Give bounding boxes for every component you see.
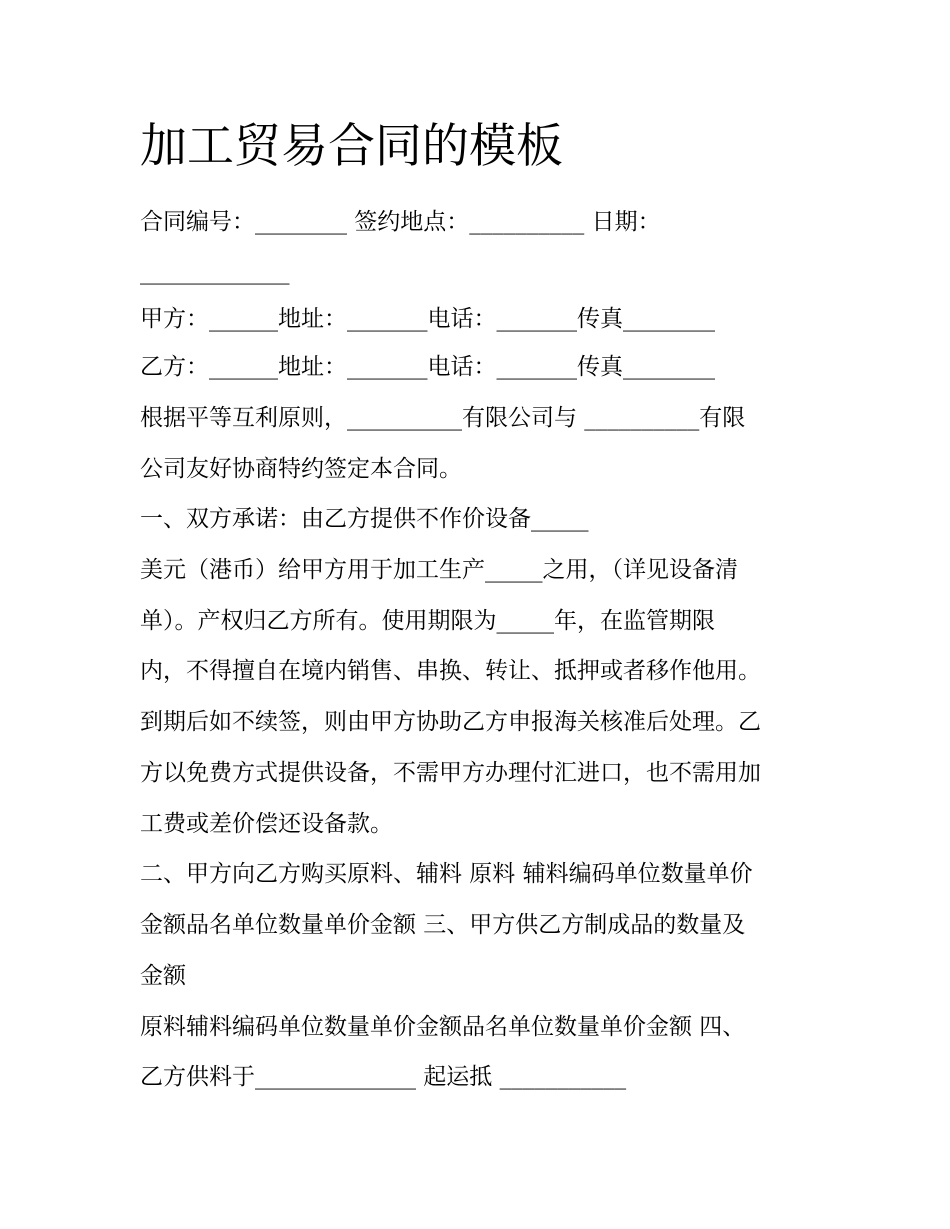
clause-2-line-2: 金额品名单位数量单价金额 三、甲方供乙方制成品的数量及 [140,912,746,938]
clause-1-line-3: 内，不得擅自在境内销售、串换、转让、抵押或者移作他用。 [140,658,761,684]
clause-4-line-2: 乙方供料于______________ 起运抵 ___________ [140,1064,627,1090]
clause-1-line-1: 美元（港币）给甲方用于加工生产_____之用，（详见设备清 [140,557,738,583]
party-b-line: 乙方：______地址：_______电话：_______传真________ [140,354,715,380]
party-a-line: 甲方：______地址：_______电话：_______传真________ [140,306,715,332]
document-title: 加工贸易合同的模板 [140,119,563,174]
clause-1-line-2: 单）。产权归乙方所有。使用期限为_____年，在监管期限 [140,608,715,634]
clause-1-heading: 一、双方承诺：由乙方提供不作价设备_____ [140,506,589,532]
clause-2-line-1: 二、甲方向乙方购买原料、辅料 原料 辅料编码单位数量单价 [140,861,753,887]
clause-4-line-1: 原料辅料编码单位数量单价金额品名单位数量单价金额 四、 [140,1014,746,1040]
contract-header-line: 合同编号：________ 签约地点：__________ 日期： [140,209,661,235]
contract-date-blank: _____________ [140,259,290,285]
clause-3-line-end: 金额 [140,963,186,989]
clause-1-line-4: 到期后如不续签，则由甲方协助乙方申报海关核准后处理。乙 [140,709,761,735]
principle-line: 根据平等互利原则，__________有限公司与 __________有限 [140,405,746,431]
principle-line-continued: 公司友好协商特约签定本合同。 [140,456,462,482]
clause-1-line-5: 方以免费方式提供设备，不需甲方办理付汇进口，也不需用加 [140,760,761,786]
clause-1-line-6: 工费或差价偿还设备款。 [140,811,393,837]
